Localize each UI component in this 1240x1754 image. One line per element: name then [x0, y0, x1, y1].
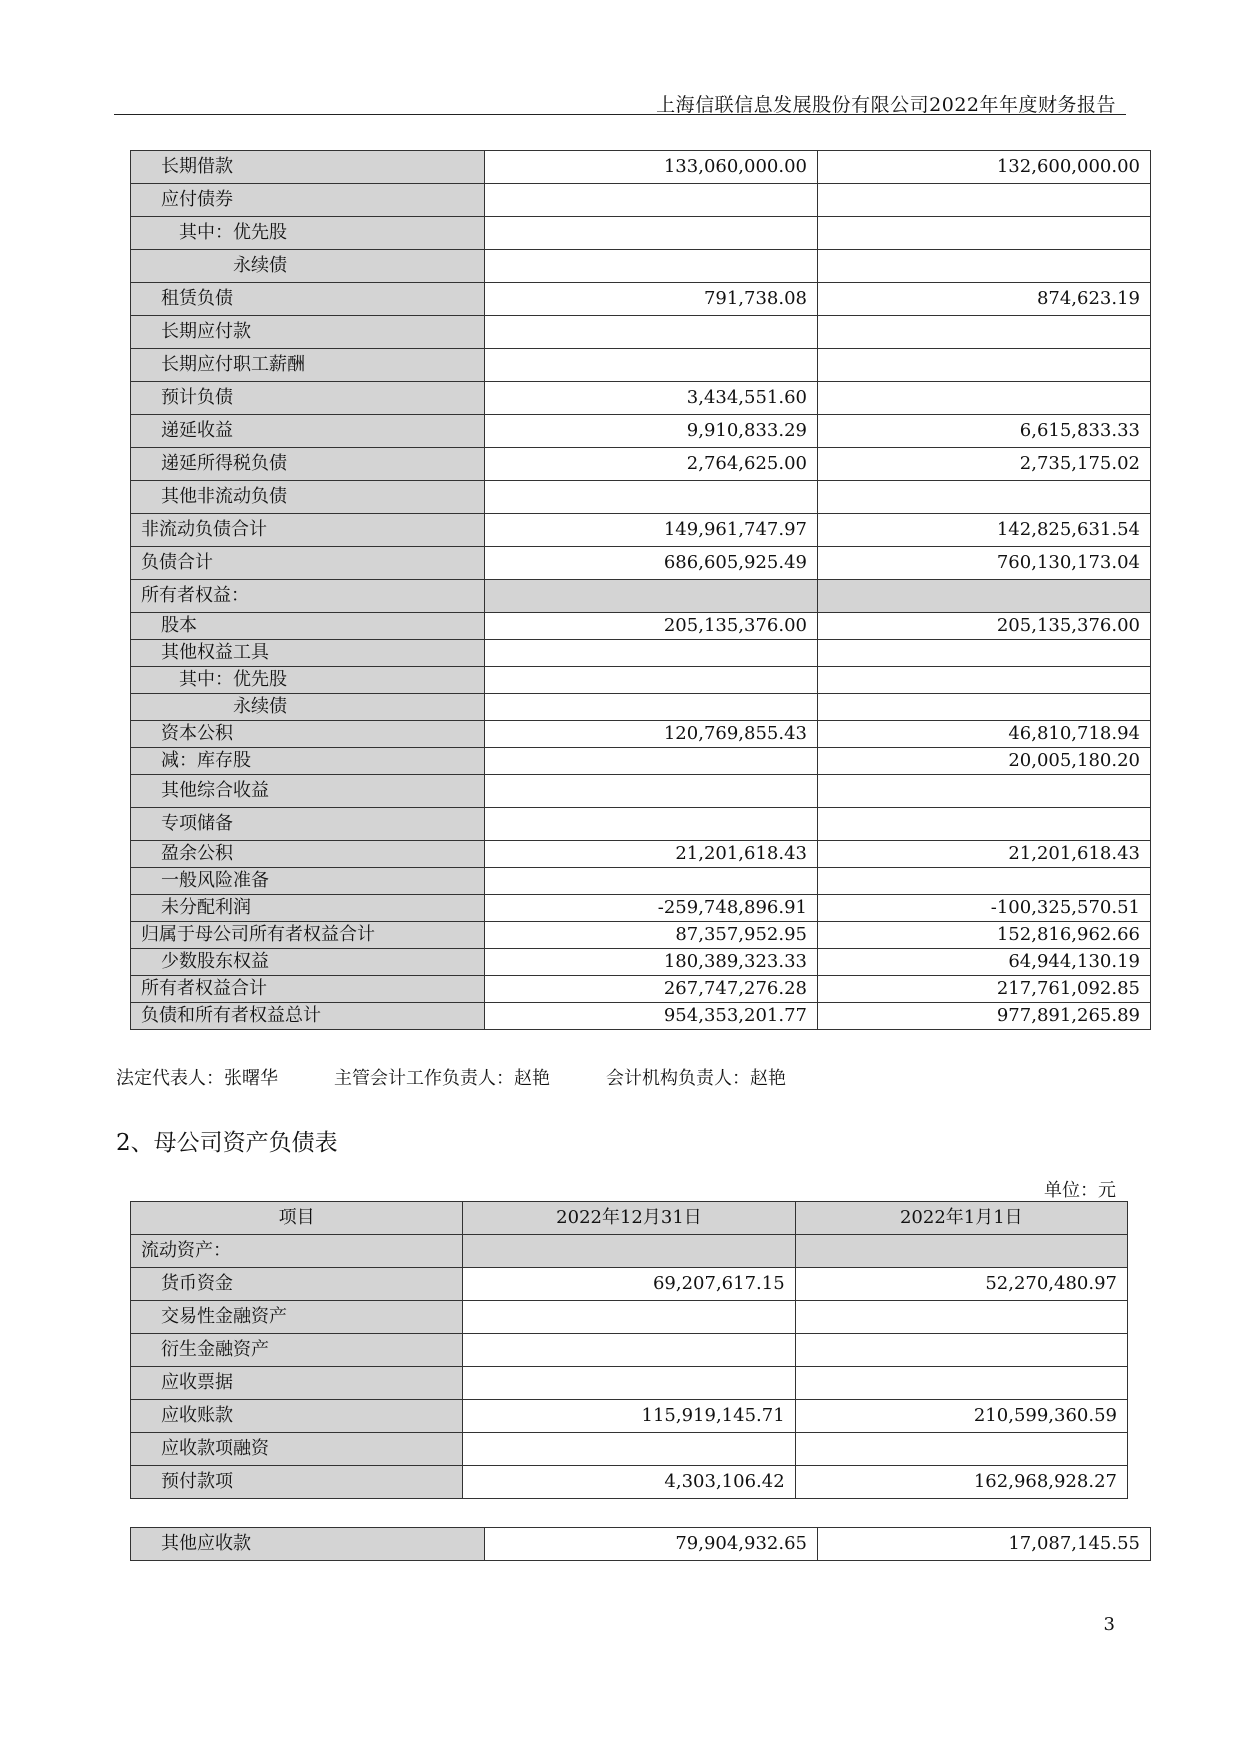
row-label: 负债和所有者权益总计 [131, 1003, 485, 1030]
value-2022-01-01: 2,735,175.02 [818, 448, 1151, 481]
value-2022-01-01 [818, 640, 1151, 667]
value-2022-01-01: 6,615,833.33 [818, 415, 1151, 448]
value-2022-01-01: 874,623.19 [818, 283, 1151, 316]
value-2022-01-01 [818, 580, 1151, 613]
value-2022-12-31: 2,764,625.00 [485, 448, 818, 481]
value-2022-01-01 [795, 1367, 1127, 1400]
value-2022-01-01: 217,761,092.85 [818, 976, 1151, 1003]
table-row [131, 640, 1151, 667]
table-row [131, 1301, 1128, 1334]
parent-balance-sheet [130, 1201, 1128, 1499]
accounting-org-head: 会计机构负责人：赵艳 [606, 1068, 786, 1089]
value-2022-12-31: 205,135,376.00 [485, 613, 818, 640]
table-row [131, 547, 1151, 580]
value-2022-01-01 [795, 1433, 1127, 1466]
row-label: 其他综合收益 [131, 775, 485, 808]
value-2022-12-31: 3,434,551.60 [485, 382, 818, 415]
value-2022-01-01 [818, 184, 1151, 217]
value-2022-12-31: -259,748,896.91 [485, 895, 818, 922]
row-label: 永续债 [131, 250, 485, 283]
value-2022-12-31: 133,060,000.00 [485, 151, 818, 184]
row-label: 盈余公积 [131, 841, 485, 868]
table-row [131, 721, 1151, 748]
value-2022-12-31: 21,201,618.43 [485, 841, 818, 868]
table-row [131, 949, 1151, 976]
table-row [131, 151, 1151, 184]
section-title: 2、母公司资产负债表 [116, 1130, 338, 1156]
table-row [131, 922, 1151, 949]
row-label: 减：库存股 [131, 748, 485, 775]
header-date-2022-01-01: 2022年1月1日 [795, 1202, 1127, 1235]
value-2022-12-31: 180,389,323.33 [485, 949, 818, 976]
row-label: 长期应付款 [131, 316, 485, 349]
table-row [131, 775, 1151, 808]
value-2022-12-31 [485, 250, 818, 283]
value-2022-12-31 [485, 868, 818, 895]
table-row [131, 895, 1151, 922]
value-2022-12-31 [485, 481, 818, 514]
value-2022-01-01: 46,810,718.94 [818, 721, 1151, 748]
table-row [131, 481, 1151, 514]
value-2022-12-31: 791,738.08 [485, 283, 818, 316]
table-row [131, 841, 1151, 868]
table-row [131, 415, 1151, 448]
table-row [131, 184, 1151, 217]
table-row [131, 217, 1151, 250]
value-2022-01-01: 132,600,000.00 [818, 151, 1151, 184]
table-row [131, 1235, 1128, 1268]
consolidated-balance-sheet-continued [130, 150, 1151, 1030]
value-2022-12-31: 115,919,145.71 [463, 1400, 795, 1433]
value-2022-01-01: 17,087,145.55 [818, 1528, 1151, 1561]
value-2022-12-31 [485, 808, 818, 841]
legal-representative: 法定代表人：张曙华 [116, 1068, 278, 1089]
value-2022-12-31: 267,747,276.28 [485, 976, 818, 1003]
value-2022-12-31: 9,910,833.29 [485, 415, 818, 448]
value-2022-12-31: 686,605,925.49 [485, 547, 818, 580]
value-2022-01-01 [795, 1301, 1127, 1334]
value-2022-01-01 [818, 808, 1151, 841]
value-2022-01-01: 21,201,618.43 [818, 841, 1151, 868]
row-label: 应付债券 [131, 184, 485, 217]
parent-balance-sheet-continued [130, 1527, 1151, 1561]
table-row [131, 349, 1151, 382]
row-label: 其他权益工具 [131, 640, 485, 667]
table-row [131, 868, 1151, 895]
value-2022-12-31 [485, 349, 818, 382]
row-label: 资本公积 [131, 721, 485, 748]
row-label: 所有者权益合计 [131, 976, 485, 1003]
table-row [131, 613, 1151, 640]
value-2022-12-31 [485, 775, 818, 808]
row-label: 应收票据 [131, 1367, 463, 1400]
value-2022-01-01 [818, 217, 1151, 250]
value-2022-01-01 [818, 481, 1151, 514]
table-row [131, 1400, 1128, 1433]
value-2022-12-31 [485, 316, 818, 349]
table-row [131, 748, 1151, 775]
row-label: 其中：优先股 [131, 217, 485, 250]
value-2022-01-01: 20,005,180.20 [818, 748, 1151, 775]
table-row [131, 976, 1151, 1003]
table-row [131, 1268, 1128, 1301]
value-2022-12-31 [485, 217, 818, 250]
row-label: 货币资金 [131, 1268, 463, 1301]
row-label: 应收账款 [131, 1400, 463, 1433]
value-2022-01-01: 142,825,631.54 [818, 514, 1151, 547]
value-2022-01-01 [818, 316, 1151, 349]
value-2022-12-31: 149,961,747.97 [485, 514, 818, 547]
value-2022-01-01 [818, 667, 1151, 694]
row-label: 递延所得税负债 [131, 448, 485, 481]
value-2022-12-31 [485, 580, 818, 613]
row-label: 股本 [131, 613, 485, 640]
value-2022-12-31: 4,303,106.42 [463, 1466, 795, 1499]
table-row [131, 1466, 1128, 1499]
unit-label: 单位：元 [1044, 1180, 1116, 1201]
table-row [131, 382, 1151, 415]
table-header-row [131, 1202, 1128, 1235]
value-2022-01-01: 64,944,130.19 [818, 949, 1151, 976]
value-2022-12-31: 120,769,855.43 [485, 721, 818, 748]
table-row [131, 283, 1151, 316]
row-label: 非流动负债合计 [131, 514, 485, 547]
row-label: 预付款项 [131, 1466, 463, 1499]
accounting-head: 主管会计工作负责人：赵艳 [334, 1068, 550, 1089]
page-number: 3 [1103, 1614, 1115, 1635]
value-2022-01-01: 760,130,173.04 [818, 547, 1151, 580]
row-label: 租赁负债 [131, 283, 485, 316]
signature-line [116, 1064, 842, 1090]
value-2022-01-01 [795, 1334, 1127, 1367]
row-label: 长期借款 [131, 151, 485, 184]
row-label: 递延收益 [131, 415, 485, 448]
value-2022-01-01: 205,135,376.00 [818, 613, 1151, 640]
header-divider [114, 114, 1126, 115]
table-row [131, 1433, 1128, 1466]
value-2022-01-01: 162,968,928.27 [795, 1466, 1127, 1499]
value-2022-12-31 [485, 184, 818, 217]
table-row [131, 694, 1151, 721]
value-2022-01-01: 210,599,360.59 [795, 1400, 1127, 1433]
table-row [131, 250, 1151, 283]
row-label: 应收款项融资 [131, 1433, 463, 1466]
value-2022-12-31 [485, 640, 818, 667]
header-date-2022-12-31: 2022年12月31日 [463, 1202, 795, 1235]
table-row [131, 316, 1151, 349]
value-2022-12-31 [485, 748, 818, 775]
value-2022-01-01 [818, 775, 1151, 808]
row-label: 未分配利润 [131, 895, 485, 922]
row-label: 永续债 [131, 694, 485, 721]
value-2022-01-01 [818, 868, 1151, 895]
row-label: 衍生金融资产 [131, 1334, 463, 1367]
table-row [131, 580, 1151, 613]
table-row [131, 1528, 1151, 1561]
value-2022-01-01 [818, 694, 1151, 721]
row-label: 一般风险准备 [131, 868, 485, 895]
value-2022-12-31 [463, 1301, 795, 1334]
value-2022-01-01: 152,816,962.66 [818, 922, 1151, 949]
value-2022-01-01: 977,891,265.89 [818, 1003, 1151, 1030]
table-row [131, 448, 1151, 481]
value-2022-12-31: 79,904,932.65 [485, 1528, 818, 1561]
header-item: 项目 [131, 1202, 463, 1235]
table-row [131, 1367, 1128, 1400]
row-label: 长期应付职工薪酬 [131, 349, 485, 382]
value-2022-12-31: 69,207,617.15 [463, 1268, 795, 1301]
row-label: 归属于母公司所有者权益合计 [131, 922, 485, 949]
row-label: 其中：优先股 [131, 667, 485, 694]
value-2022-01-01: -100,325,570.51 [818, 895, 1151, 922]
row-label: 少数股东权益 [131, 949, 485, 976]
row-label: 预计负债 [131, 382, 485, 415]
value-2022-12-31: 954,353,201.77 [485, 1003, 818, 1030]
row-label: 交易性金融资产 [131, 1301, 463, 1334]
table-row [131, 808, 1151, 841]
row-label: 其他应收款 [131, 1528, 485, 1561]
value-2022-01-01: 52,270,480.97 [795, 1268, 1127, 1301]
value-2022-12-31 [463, 1433, 795, 1466]
value-2022-12-31 [485, 667, 818, 694]
value-2022-01-01 [818, 382, 1151, 415]
row-label: 流动资产： [131, 1235, 463, 1268]
row-label: 其他非流动负债 [131, 481, 485, 514]
report-header-title: 上海信联信息发展股份有限公司2022年年度财务报告 [656, 94, 1116, 116]
table-row [131, 667, 1151, 694]
value-2022-12-31 [463, 1235, 795, 1268]
value-2022-12-31 [485, 694, 818, 721]
table-row [131, 514, 1151, 547]
value-2022-12-31 [463, 1334, 795, 1367]
row-label: 负债合计 [131, 547, 485, 580]
table-row [131, 1334, 1128, 1367]
value-2022-01-01 [818, 250, 1151, 283]
row-label: 专项储备 [131, 808, 485, 841]
value-2022-01-01 [818, 349, 1151, 382]
value-2022-01-01 [795, 1235, 1127, 1268]
value-2022-12-31 [463, 1367, 795, 1400]
value-2022-12-31: 87,357,952.95 [485, 922, 818, 949]
table-row [131, 1003, 1151, 1030]
row-label: 所有者权益： [131, 580, 485, 613]
